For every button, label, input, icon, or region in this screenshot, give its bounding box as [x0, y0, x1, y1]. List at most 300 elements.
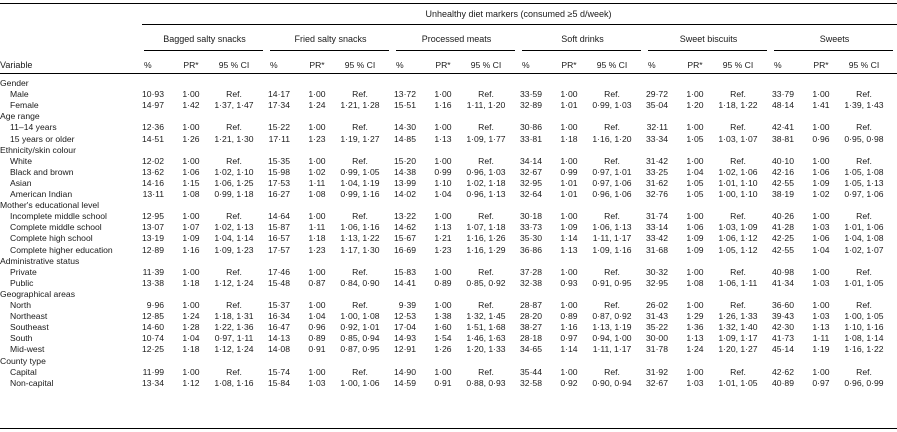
cell-percent: 14·41 — [394, 277, 416, 288]
column-subheader: % — [774, 60, 782, 70]
cell-percent: 17·04 — [394, 322, 416, 333]
cell-ci: 1·07, 1·18 — [466, 222, 506, 233]
cell-pr: 1·28 — [182, 322, 200, 333]
cell-percent: 34·14 — [520, 155, 542, 166]
cell-ci: Ref. — [226, 211, 242, 222]
cell-ci: Ref. — [604, 300, 620, 310]
row-label: Male — [10, 89, 29, 100]
cell-pr: 1·00 — [686, 266, 704, 277]
cell-ci: Ref. — [478, 122, 494, 133]
cell-pr: 1·11 — [308, 177, 326, 188]
cell-percent: 40·98 — [772, 266, 794, 277]
column-subheader: 95 % CI — [722, 60, 754, 70]
cell-pr: 0·93 — [560, 277, 578, 288]
row-label: Complete higher education — [10, 244, 113, 255]
group-rule — [648, 50, 767, 51]
cell-ci: 0·97, 1·01 — [592, 166, 632, 177]
cell-pr: 1·11 — [308, 222, 326, 233]
cell-ci: 1·06, 1·12 — [718, 233, 758, 244]
cell-pr: 1·00 — [812, 366, 830, 377]
cell-ci: 1·01, 1·06 — [844, 222, 884, 233]
cell-pr: 1·13 — [434, 133, 452, 144]
row-label: South — [10, 333, 33, 344]
cell-percent: 14·38 — [394, 166, 416, 177]
cell-percent: 14·02 — [394, 189, 416, 199]
row-label: 15 years or older — [10, 133, 75, 144]
cell-pr: 1·06 — [812, 166, 830, 177]
column-subheader: 95 % CI — [344, 60, 376, 70]
cell-ci: Ref. — [478, 366, 494, 377]
cell-percent: 40·26 — [772, 211, 794, 222]
cell-percent: 31·68 — [646, 244, 668, 255]
cell-pr: 1·00 — [812, 300, 830, 310]
group-rule — [270, 50, 389, 51]
cell-ci: 1·00, 1·05 — [844, 311, 884, 322]
cell-pr: 1·16 — [560, 322, 578, 333]
cell-percent: 17·11 — [268, 133, 290, 144]
cell-pr: 1·04 — [308, 311, 326, 322]
cell-pr: 1·18 — [308, 233, 326, 244]
cell-percent: 26·02 — [646, 300, 668, 310]
cell-percent: 15·20 — [394, 155, 416, 166]
row-label: American Indian — [10, 189, 73, 199]
cell-ci: Ref. — [856, 300, 872, 310]
cell-pr: 1·04 — [182, 333, 200, 344]
cell-percent: 36·86 — [520, 244, 542, 255]
bottom-rule — [0, 428, 897, 429]
section-label: Mother's educational level — [0, 200, 100, 211]
cell-pr: 1·15 — [182, 177, 200, 188]
cell-ci: 1·03, 1·09 — [718, 222, 758, 233]
cell-pr: 1·20 — [686, 100, 704, 111]
cell-pr: 1·03 — [812, 311, 830, 322]
cell-percent: 14·85 — [394, 133, 416, 144]
cell-pr: 1·00 — [560, 266, 578, 277]
cell-percent: 32·67 — [646, 377, 668, 388]
cell-pr: 1·01 — [560, 189, 578, 199]
cell-pr: 1·05 — [686, 133, 704, 144]
cell-ci: 0·87, 0·92 — [592, 311, 632, 322]
cell-pr: 1·00 — [686, 300, 704, 310]
cell-pr: 1·09 — [812, 177, 830, 188]
cell-percent: 14·62 — [394, 222, 416, 233]
cell-ci: Ref. — [478, 300, 494, 310]
cell-pr: 1·18 — [182, 277, 200, 288]
cell-percent: 35·44 — [520, 366, 542, 377]
section-label: County type — [0, 355, 46, 366]
cell-percent: 33·42 — [646, 233, 668, 244]
cell-percent: 37·28 — [520, 266, 542, 277]
cell-percent: 13·34 — [142, 377, 164, 388]
cell-percent: 32·76 — [646, 189, 668, 199]
cell-pr: 1·13 — [560, 244, 578, 255]
cell-pr: 0·91 — [434, 377, 452, 388]
cell-pr: 1·00 — [686, 155, 704, 166]
cell-percent: 15·37 — [268, 300, 290, 310]
cell-ci: 1·08, 1·16 — [214, 377, 254, 388]
cell-pr: 1·00 — [308, 122, 326, 133]
cell-ci: 1·12, 1·24 — [214, 344, 254, 355]
header-rule — [0, 73, 897, 74]
group-rule — [522, 50, 641, 51]
cell-ci: 0·84, 0·90 — [340, 277, 380, 288]
cell-pr: 1·13 — [434, 222, 452, 233]
column-subheader: 95 % CI — [848, 60, 880, 70]
cell-pr: 1·14 — [560, 233, 578, 244]
cell-ci: Ref. — [730, 300, 746, 310]
cell-pr: 1·04 — [434, 189, 452, 199]
cell-percent: 12·95 — [142, 211, 164, 222]
cell-percent: 32·64 — [520, 189, 542, 199]
cell-pr: 1·10 — [434, 177, 452, 188]
cell-percent: 14·97 — [142, 100, 164, 111]
cell-ci: Ref. — [478, 89, 494, 100]
cell-percent: 32·58 — [520, 377, 542, 388]
cell-ci: 1·12, 1·24 — [214, 277, 254, 288]
cell-pr: 0·91 — [308, 344, 326, 355]
cell-ci: Ref. — [352, 122, 368, 133]
cell-percent: 33·73 — [520, 222, 542, 233]
cell-ci: 1·04, 1·14 — [214, 233, 254, 244]
group-header: Sweets — [819, 34, 850, 44]
cell-ci: 1·11, 1·17 — [592, 344, 632, 355]
cell-pr: 1·00 — [308, 300, 326, 310]
cell-ci: 0·96, 0·99 — [844, 377, 884, 388]
cell-pr: 1·41 — [812, 100, 830, 111]
row-label: Capital — [10, 366, 37, 377]
cell-pr: 1·00 — [434, 155, 452, 166]
cell-ci: Ref. — [730, 89, 746, 100]
cell-percent: 14·59 — [394, 377, 416, 388]
cell-ci: Ref. — [856, 122, 872, 133]
cell-ci: 1·20, 1·27 — [718, 344, 758, 355]
super-header: Unhealthy diet markers (consumed ≥5 d/week) — [425, 9, 612, 19]
cell-percent: 13·11 — [142, 189, 164, 199]
cell-pr: 1·23 — [308, 133, 326, 144]
cell-ci: 1·10, 1·16 — [844, 322, 884, 333]
cell-ci: 1·00, 1·08 — [340, 311, 380, 322]
cell-pr: 1·18 — [182, 344, 200, 355]
cell-pr: 1·00 — [812, 89, 830, 100]
cell-percent: 42·25 — [772, 233, 794, 244]
cell-pr: 1·38 — [434, 311, 452, 322]
cell-percent: 14·93 — [394, 333, 416, 344]
group-header: Bagged salty snacks — [163, 34, 246, 44]
column-subheader: 95 % CI — [470, 60, 502, 70]
cell-pr: 1·11 — [812, 333, 830, 344]
cell-percent: 10·93 — [142, 89, 164, 100]
group-header: Sweet biscuits — [679, 34, 738, 44]
cell-ci: 1·01, 1·05 — [718, 377, 758, 388]
cell-percent: 38·27 — [520, 322, 542, 333]
cell-ci: 1·04, 1·08 — [844, 233, 884, 244]
cell-ci: 1·05, 1·13 — [844, 177, 884, 188]
cell-ci: Ref. — [604, 155, 620, 166]
row-label: Complete middle school — [10, 222, 102, 233]
cell-ci: 1·11, 1·20 — [466, 100, 506, 111]
cell-ci: 1·21, 1·28 — [340, 100, 380, 111]
cell-percent: 28·20 — [520, 311, 542, 322]
cell-percent: 32·95 — [520, 177, 542, 188]
cell-pr: 1·19 — [812, 344, 830, 355]
cell-pr: 1·13 — [686, 333, 704, 344]
cell-ci: 1·32, 1·40 — [718, 322, 758, 333]
cell-percent: 13·22 — [394, 211, 416, 222]
cell-ci: 1·02, 1·18 — [466, 177, 506, 188]
cell-ci: 0·96, 1·13 — [466, 189, 506, 199]
cell-percent: 12·02 — [142, 155, 164, 166]
cell-ci: Ref. — [478, 266, 494, 277]
cell-ci: 0·95, 0·98 — [844, 133, 884, 144]
cell-percent: 42·55 — [772, 244, 794, 255]
cell-ci: Ref. — [226, 266, 242, 277]
cell-pr: 1·00 — [812, 155, 830, 166]
cell-pr: 1·06 — [812, 233, 830, 244]
cell-ci: 0·90, 0·94 — [592, 377, 632, 388]
column-subheader: PR* — [813, 60, 829, 70]
cell-ci: 1·16, 1·20 — [592, 133, 632, 144]
cell-ci: Ref. — [226, 366, 242, 377]
cell-percent: 17·57 — [268, 244, 290, 255]
cell-ci: Ref. — [226, 155, 242, 166]
section-label: Geographical areas — [0, 288, 76, 299]
cell-ci: 1·03, 1·07 — [718, 133, 758, 144]
cell-ci: 1·06, 1·25 — [214, 177, 254, 188]
column-subheader: % — [396, 60, 404, 70]
variable-header: Variable — [0, 60, 33, 70]
cell-percent: 17·53 — [268, 177, 290, 188]
cell-pr: 1·01 — [560, 177, 578, 188]
group-rule — [396, 50, 515, 51]
cell-ci: 1·18, 1·31 — [214, 311, 254, 322]
row-label: Southeast — [10, 322, 49, 333]
cell-percent: 30·32 — [646, 266, 668, 277]
cell-pr: 1·14 — [560, 344, 578, 355]
cell-ci: Ref. — [478, 211, 494, 222]
cell-ci: 1·09, 1·23 — [214, 244, 254, 255]
cell-ci: Ref. — [352, 211, 368, 222]
cell-ci: Ref. — [730, 155, 746, 166]
row-label: 11–14 years — [10, 122, 57, 133]
cell-percent: 42·41 — [772, 122, 794, 133]
cell-percent: 32·89 — [520, 100, 542, 111]
cell-ci: Ref. — [604, 266, 620, 277]
cell-ci: Ref. — [856, 211, 872, 222]
cell-ci: 1·01, 1·05 — [844, 277, 884, 288]
row-label: Mid-west — [10, 344, 45, 355]
cell-percent: 36·60 — [772, 300, 794, 310]
cell-pr: 1·12 — [182, 377, 200, 388]
cell-pr: 1·01 — [560, 100, 578, 111]
cell-pr: 1·16 — [434, 100, 452, 111]
cell-pr: 1·00 — [308, 155, 326, 166]
cell-ci: Ref. — [352, 266, 368, 277]
cell-percent: 15·98 — [268, 166, 290, 177]
cell-pr: 1·23 — [434, 244, 452, 255]
cell-percent: 42·16 — [772, 166, 794, 177]
cell-percent: 45·14 — [772, 344, 794, 355]
cell-percent: 42·30 — [772, 322, 794, 333]
cell-percent: 15·84 — [268, 377, 290, 388]
cell-percent: 32·11 — [646, 122, 668, 133]
cell-percent: 9·96 — [146, 300, 164, 310]
cell-pr: 1·03 — [812, 277, 830, 288]
cell-ci: Ref. — [730, 211, 746, 222]
cell-percent: 13·62 — [142, 166, 164, 177]
cell-ci: 1·51, 1·68 — [466, 322, 506, 333]
cell-pr: 0·97 — [812, 377, 830, 388]
cell-pr: 1·23 — [308, 244, 326, 255]
cell-pr: 1·00 — [560, 89, 578, 100]
cell-pr: 1·00 — [182, 89, 200, 100]
cell-pr: 1·00 — [686, 211, 704, 222]
row-label: North — [10, 300, 32, 310]
cell-pr: 0·89 — [308, 333, 326, 344]
cell-percent: 15·87 — [268, 222, 290, 233]
cell-ci: 1·02, 1·13 — [214, 222, 254, 233]
column-subheader: PR* — [687, 60, 703, 70]
cell-pr: 1·04 — [812, 244, 830, 255]
cell-ci: 1·20, 1·33 — [466, 344, 506, 355]
cell-percent: 14·30 — [394, 122, 416, 133]
cell-pr: 1·54 — [434, 333, 452, 344]
cell-pr: 0·87 — [308, 277, 326, 288]
cell-percent: 32·38 — [520, 277, 542, 288]
column-subheader: % — [144, 60, 152, 70]
cell-ci: 1·37, 1·47 — [214, 100, 254, 111]
cell-ci: 1·46, 1·63 — [466, 333, 506, 344]
cell-pr: 1·00 — [434, 266, 452, 277]
cell-percent: 31·43 — [646, 311, 668, 322]
cell-ci: Ref. — [352, 300, 368, 310]
group-header: Soft drinks — [561, 34, 604, 44]
cell-percent: 12·85 — [142, 311, 164, 322]
cell-pr: 1·21 — [434, 233, 452, 244]
cell-ci: Ref. — [478, 155, 494, 166]
cell-percent: 40·10 — [772, 155, 794, 166]
cell-percent: 34·65 — [520, 344, 542, 355]
cell-percent: 33·81 — [520, 133, 542, 144]
cell-percent: 16·69 — [394, 244, 416, 255]
cell-percent: 41·73 — [772, 333, 794, 344]
cell-percent: 13·99 — [394, 177, 416, 188]
cell-ci: Ref. — [604, 366, 620, 377]
section-label: Gender — [0, 78, 29, 88]
row-label: Black and brown — [10, 166, 74, 177]
cell-ci: 0·99, 1·16 — [340, 189, 380, 199]
cell-percent: 13·19 — [142, 233, 164, 244]
cell-ci: 1·26, 1·33 — [718, 311, 758, 322]
cell-pr: 1·00 — [560, 122, 578, 133]
cell-ci: 1·13, 1·19 — [592, 322, 632, 333]
cell-ci: 1·06, 1·16 — [340, 222, 380, 233]
cell-percent: 33·79 — [772, 89, 794, 100]
column-subheader: % — [648, 60, 656, 70]
cell-percent: 30·86 — [520, 122, 542, 133]
cell-pr: 1·02 — [308, 166, 326, 177]
cell-percent: 14·17 — [268, 89, 290, 100]
row-label: White — [10, 155, 32, 166]
cell-ci: 1·06, 1·11 — [718, 277, 758, 288]
cell-percent: 11·39 — [142, 266, 164, 277]
cell-pr: 1·00 — [182, 366, 200, 377]
cell-percent: 16·34 — [268, 311, 290, 322]
cell-pr: 1·00 — [308, 366, 326, 377]
cell-percent: 15·74 — [268, 366, 290, 377]
cell-ci: 1·16, 1·26 — [466, 233, 506, 244]
cell-percent: 14·60 — [142, 322, 164, 333]
cell-pr: 1·00 — [434, 300, 452, 310]
column-subheader: 95 % CI — [218, 60, 250, 70]
cell-pr: 1·03 — [812, 222, 830, 233]
cell-percent: 16·47 — [268, 322, 290, 333]
cell-percent: 11·99 — [142, 366, 164, 377]
cell-ci: Ref. — [730, 122, 746, 133]
cell-ci: 0·88, 0·93 — [466, 377, 506, 388]
cell-ci: 0·97, 1·11 — [214, 333, 254, 344]
cell-pr: 1·00 — [686, 89, 704, 100]
row-label: Complete high school — [10, 233, 93, 244]
cell-percent: 14·13 — [268, 333, 290, 344]
cell-ci: 0·96, 1·03 — [466, 166, 506, 177]
cell-percent: 15·67 — [394, 233, 416, 244]
cell-ci: 1·00, 1·06 — [340, 377, 380, 388]
cell-pr: 1·00 — [560, 366, 578, 377]
cell-pr: 1·00 — [812, 122, 830, 133]
cell-percent: 14·90 — [394, 366, 416, 377]
cell-pr: 1·00 — [308, 211, 326, 222]
cell-pr: 1·03 — [686, 377, 704, 388]
cell-percent: 15·35 — [268, 155, 290, 166]
cell-pr: 1·04 — [686, 166, 704, 177]
cell-ci: Ref. — [856, 366, 872, 377]
cell-pr: 1·00 — [182, 122, 200, 133]
cell-ci: 0·96, 1·06 — [592, 189, 632, 199]
cell-ci: 1·02, 1·06 — [718, 166, 758, 177]
cell-percent: 15·48 — [268, 277, 290, 288]
cell-pr: 1·13 — [812, 322, 830, 333]
cell-percent: 29·72 — [646, 89, 668, 100]
cell-percent: 42·55 — [772, 177, 794, 188]
column-subheader: PR* — [183, 60, 199, 70]
cell-pr: 1·24 — [182, 311, 200, 322]
cell-percent: 41·34 — [772, 277, 794, 288]
column-subheader: % — [522, 60, 530, 70]
section-label: Ethnicity/skin colour — [0, 144, 76, 155]
cell-percent: 17·34 — [268, 100, 290, 111]
cell-percent: 12·91 — [394, 344, 416, 355]
cell-percent: 33·59 — [520, 89, 542, 100]
cell-pr: 1·00 — [182, 266, 200, 277]
cell-pr: 1·42 — [182, 100, 200, 111]
cell-ci: Ref. — [604, 89, 620, 100]
cell-pr: 1·07 — [182, 222, 200, 233]
cell-ci: Ref. — [226, 122, 242, 133]
cell-ci: Ref. — [856, 89, 872, 100]
cell-percent: 31·62 — [646, 177, 668, 188]
column-subheader: 95 % CI — [596, 60, 628, 70]
cell-percent: 35·30 — [520, 233, 542, 244]
cell-percent: 38·19 — [772, 189, 794, 199]
cell-ci: 1·22, 1·36 — [214, 322, 254, 333]
cell-ci: 1·02, 1·07 — [844, 244, 884, 255]
cell-percent: 14·08 — [268, 344, 290, 355]
cell-ci: 1·04, 1·19 — [340, 177, 380, 188]
cell-ci: 0·85, 0·94 — [340, 333, 380, 344]
cell-ci: 0·85, 0·92 — [466, 277, 506, 288]
cell-pr: 1·00 — [560, 155, 578, 166]
cell-percent: 48·14 — [772, 100, 794, 111]
